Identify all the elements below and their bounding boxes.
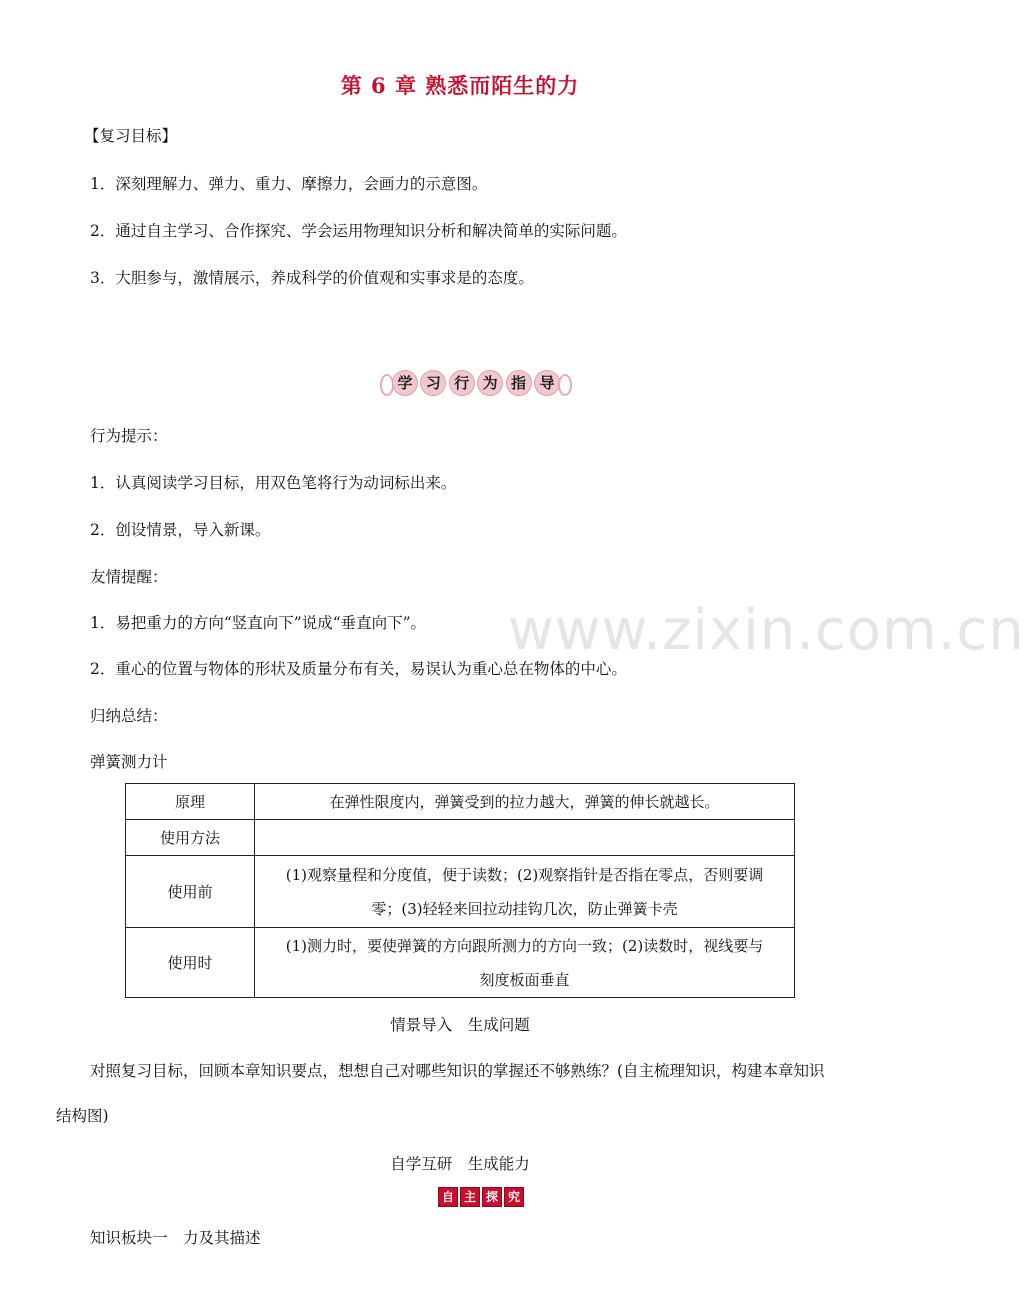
chapter-title: 第 6 章 熟悉而陌生的力 [340,73,580,98]
summary-heading: 归纳总结： [90,707,168,725]
learning-guide-banner [380,366,572,400]
table-cell-during [255,928,795,998]
intro-paragraph-line-1: 对照复习目标，回顾本章知识要点，想想自己对哪些知识的掌握还不够熟练？(自主梳理知识，构建本章知识 [90,1062,825,1080]
badge-char: 究 [504,1187,524,1207]
reminder-item-1: 1．易把重力的方向“竖直向下”说成“垂直向下”。 [90,614,427,632]
badge-char: 探 [482,1187,502,1207]
behavior-item-1: 1．认真阅读学习目标，用双色笔将行为动词标出来。 [90,474,457,492]
banner-char: 指 [506,370,532,396]
badge-char: 自 [438,1187,458,1207]
table-cell-line: (1)观察量程和分度值，便于读数；(2)观察指针是否指在零点，否则要调 [285,865,764,884]
table-cell-label: 使用时 [126,928,255,998]
section-title-intro: 情景导入 生成问题 [390,1016,530,1034]
banner-char: 习 [420,370,446,396]
spring-scale-table [125,783,795,998]
banner-char: 行 [449,370,475,396]
knowledge-module-title: 知识板块一 力及其描述 [90,1229,261,1247]
behavior-heading: 行为提示： [90,427,168,445]
reminder-item-2: 2．重心的位置与物体的形状及质量分布有关，易误认为重心总在物体的中心。 [90,660,627,678]
table-row [126,856,795,928]
banner-char: 学 [392,370,418,396]
table-row [126,928,795,998]
watermark: www.zixin.com.cn [508,598,1025,663]
self-explore-badge [438,1187,524,1207]
review-item-2: 2．通过自主学习、合作探究、学会运用物理知识分析和解决简单的实际问题。 [90,222,627,240]
reminder-heading: 友情提醒： [90,568,168,586]
table-cell-label: 使用方法 [126,820,255,856]
table-cell-before [255,856,795,928]
table-row [126,784,795,820]
banner-char: 导 [534,370,560,396]
table-row [126,820,795,856]
table-cell-label: 原理 [126,784,255,820]
badge-char: 主 [460,1187,480,1207]
section-title-self-study: 自学互研 生成能力 [390,1155,530,1173]
table-cell-usage [255,820,795,856]
table-cell-line: 刻度板面垂直 [479,970,570,989]
review-item-3: 3．大胆参与，激情展示，养成科学的价值观和实事求是的态度。 [90,269,534,287]
banner-char: 为 [477,370,503,396]
intro-paragraph-line-2: 结构图) [56,1107,109,1125]
behavior-item-2: 2．创设情景，导入新课。 [90,521,271,539]
table-caption: 弹簧测力计 [90,753,168,771]
table-cell-line: (1)测力时，要使弹簧的方向跟所测力的方向一致；(2)读数时，视线要与 [285,936,764,955]
table-cell-principle: 在弹性限度内，弹簧受到的拉力越大，弹簧的伸长就越长。 [255,784,795,820]
table-cell-label: 使用前 [126,856,255,928]
review-heading: 【复习目标】 [84,127,178,145]
review-item-1: 1．深刻理解力、弹力、重力、摩擦力，会画力的示意图。 [90,175,488,193]
banner-right-ornament [558,374,572,396]
table-cell-line: 零；(3)轻轻来回拉动挂钩几次，防止弹簧卡壳 [371,899,678,918]
